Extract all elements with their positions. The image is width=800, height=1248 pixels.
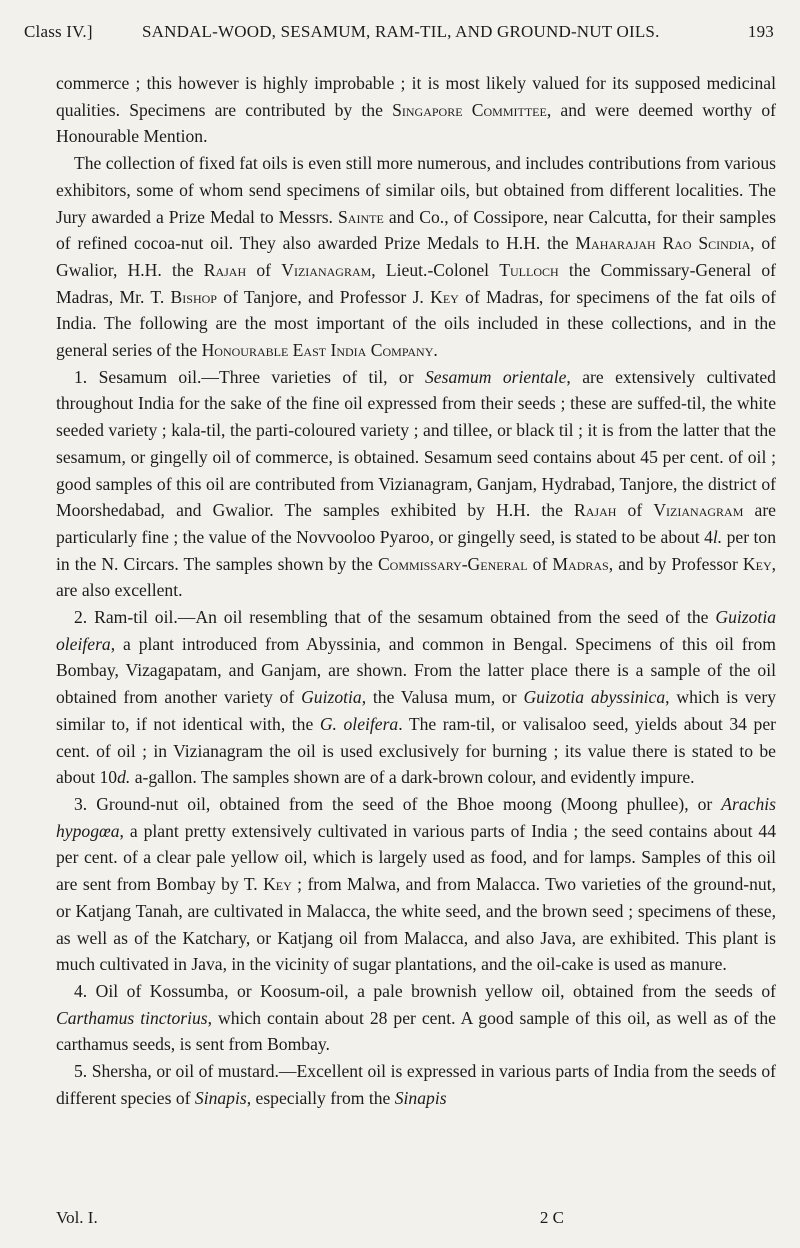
text-run: , and by Professor	[608, 553, 743, 574]
exhibitor-name: Vizianagram	[281, 259, 372, 280]
exhibitor-name: Key	[263, 874, 292, 895]
paragraph-ground-nut-oil	[56, 791, 776, 978]
text-run: are particularly fine ; the value of the Novvooloo Pyaroo, or gingelly seed, is stated to be about 4	[56, 500, 776, 547]
exhibitor-name: Maharajah Rao Scindia	[575, 233, 751, 254]
text-run: , and were deemed worthy of Honourable Mention.	[56, 99, 776, 147]
currency-unit: d.	[117, 767, 131, 788]
exhibitor-name: Vizianagram	[653, 500, 744, 521]
species-name: Guizotia oleifera	[56, 607, 776, 654]
text-run: commerce ; this however is highly improbable ; it is most likely valued for its supposed medicinal qualities. Specimens are contributed by the	[56, 73, 776, 120]
text-run: the Commissary-General of Madras, Mr. T.	[56, 259, 776, 307]
exhibitor-name: Rajah	[203, 259, 247, 280]
text-run: of Tanjore, and Professor J.	[216, 286, 431, 307]
text-run: , which contain about 28 per cent. A good sample of this oil, as well as of the carthamus seeds, is sent from Bombay.	[56, 1007, 776, 1055]
exhibitor-name: Singapore Committee	[392, 99, 547, 120]
exhibitor-name: Key	[742, 553, 772, 574]
text-run: , of Gwalior, H.H. the	[56, 233, 776, 280]
paragraph-sesamum-oil	[56, 364, 776, 604]
class-label: Class IV.]	[24, 22, 93, 41]
text-run: 3. Ground-nut oil, obtained from the seed of the Bhoe moong (Moong phullee), or	[74, 793, 722, 814]
exhibitor-name: Bishop	[170, 286, 217, 307]
text-run: of	[527, 553, 553, 574]
species-name: Guizotia abyssinica	[523, 687, 666, 708]
text-run: of	[246, 259, 282, 280]
text-run: a-gallon. The samples shown are of a dark-brown colour, and evidently impure.	[130, 767, 695, 788]
paragraph-mustard-oil	[56, 1058, 776, 1111]
text-run: , a plant introduced from Abyssinia, and common in Bengal. Specimens of this oil from Bombay, Vizagapatam, and Ganjam, are shown. From the latter place there is a sample of the oil obtained from another variety of	[56, 633, 776, 708]
text-run: 1. Sesamum oil.—Three varieties of til, or	[74, 366, 425, 387]
paragraph-ram-til-oil	[56, 604, 776, 791]
text-run: , are also excellent.	[56, 553, 777, 601]
species-name: Sinapis	[394, 1087, 447, 1108]
text-run: ; from Malwa, and from Malacca. Two varieties of the ground-nut, or Katjang Tanah, are cultivated in Malacca, the white seed, and the brown seed ; specimens of these, as well as of the Katchary, or Katjang oil from Malacca, and also Java, are exhibited. This plant is much cultivated in Java, in the vicinity of sugar plantations, and the oil-cake is used as manure.	[56, 874, 776, 975]
species-name: Carthamus tinctorius	[56, 1007, 208, 1028]
exhibitor-name: Sainte	[338, 206, 384, 227]
page-footer	[56, 1208, 774, 1234]
paragraph-kossumba-oil	[56, 978, 776, 1058]
text-run: The collection of fixed fat oils is even still more numerous, and includes contributions from various exhibitors, some of whom send specimens of similar oils, but obtained from different localities. The Jury awarded a Prize Medal to Messrs.	[56, 153, 776, 227]
paragraph-2	[56, 150, 776, 364]
text-run: per ton in the N. Circars. The samples shown by the	[56, 526, 776, 574]
page-number: 193	[747, 22, 774, 41]
running-title: SANDAL-WOOD, SESAMUM, RAM-TIL, AND GROUND-NUT OILS.	[142, 22, 660, 41]
exhibitor-name: Rajah	[574, 500, 617, 521]
exhibitor-name: Tulloch	[499, 259, 559, 280]
text-run: , Lieut.-Colonel	[371, 259, 500, 280]
species-name: Sinapis	[194, 1087, 247, 1108]
exhibitor-name: Madras	[552, 553, 609, 574]
text-run: , which is very similar to, if not identical with, the	[56, 687, 776, 734]
text-run: , especially from the	[246, 1087, 395, 1108]
species-name: Arachis hypogœa	[56, 793, 776, 841]
text-run: and Co., of Cossipore, near Calcutta, for their samples of refined cocoa-nut oil. They also awarded Prize Medals to H.H. the	[56, 206, 777, 254]
text-run: .	[433, 340, 438, 361]
exhibitor-name: Key	[430, 286, 459, 307]
text-run: of	[616, 500, 654, 521]
species-name: Sesamum orientale	[425, 366, 567, 387]
text-run: , the Valusa mum, or	[361, 687, 524, 708]
text-run: 4. Oil of Kossumba, or Koosum-oil, a pale brownish yellow oil, obtained from the seeds of	[74, 980, 776, 1001]
signature-mark: 2 C	[539, 1208, 564, 1227]
text-run: of Madras, for specimens of the fat oils of India. The following are the most important of the oils included in these collections, and in the general series of the	[56, 286, 777, 361]
running-header	[24, 22, 774, 48]
species-name: G. oleifera	[319, 713, 399, 734]
exhibitor-name: Commissary-General	[377, 553, 528, 574]
text-run: , are extensively cultivated throughout India for the sake of the fine oil expressed from their seeds ; these are suffed-til, the white seeded variety ; kala-til, the parti-coloured variety ; and tillee, or black til ; it is from the latter that the sesamum, or gingelly oil of commerce, is obtained. Sesamum seed contains about 45 per cent. of oil ; good samples of this oil are contributed from Vizianagram, Ganjam, Hydrabad, Tanjore, the district of Moorshedabad, and Gwalior. The samples exhibited by H.H. the	[56, 366, 776, 521]
paragraph-1	[56, 70, 776, 150]
text-run: , a plant pretty extensively cultivated in various parts of India ; the seed contains about 44 per cent. of a clear pale yellow oil, which is largely used as food, and for lamps. Samples of this oil are sent from Bombay by T.	[56, 820, 776, 895]
body-text	[56, 70, 776, 1111]
volume-label: Vol. I.	[56, 1208, 98, 1227]
text-run: . The ram-til, or valisaloo seed, yields about 34 per cent. of oil ; in Vizianagram the oil is used exclusively for burning ; its value there is stated to be about 10	[56, 713, 776, 788]
text-run: 5. Shersha, or oil of mustard.—Excellent oil is expressed in various parts of India from the seeds of different species of	[56, 1061, 776, 1108]
text-run: 2. Ram-til oil.—An oil resembling that of the sesamum obtained from the seed of the	[74, 607, 716, 628]
currency-unit: l.	[712, 526, 723, 547]
exhibitor-name: Honourable East India Company	[201, 340, 434, 361]
species-name: Guizotia	[301, 687, 362, 708]
